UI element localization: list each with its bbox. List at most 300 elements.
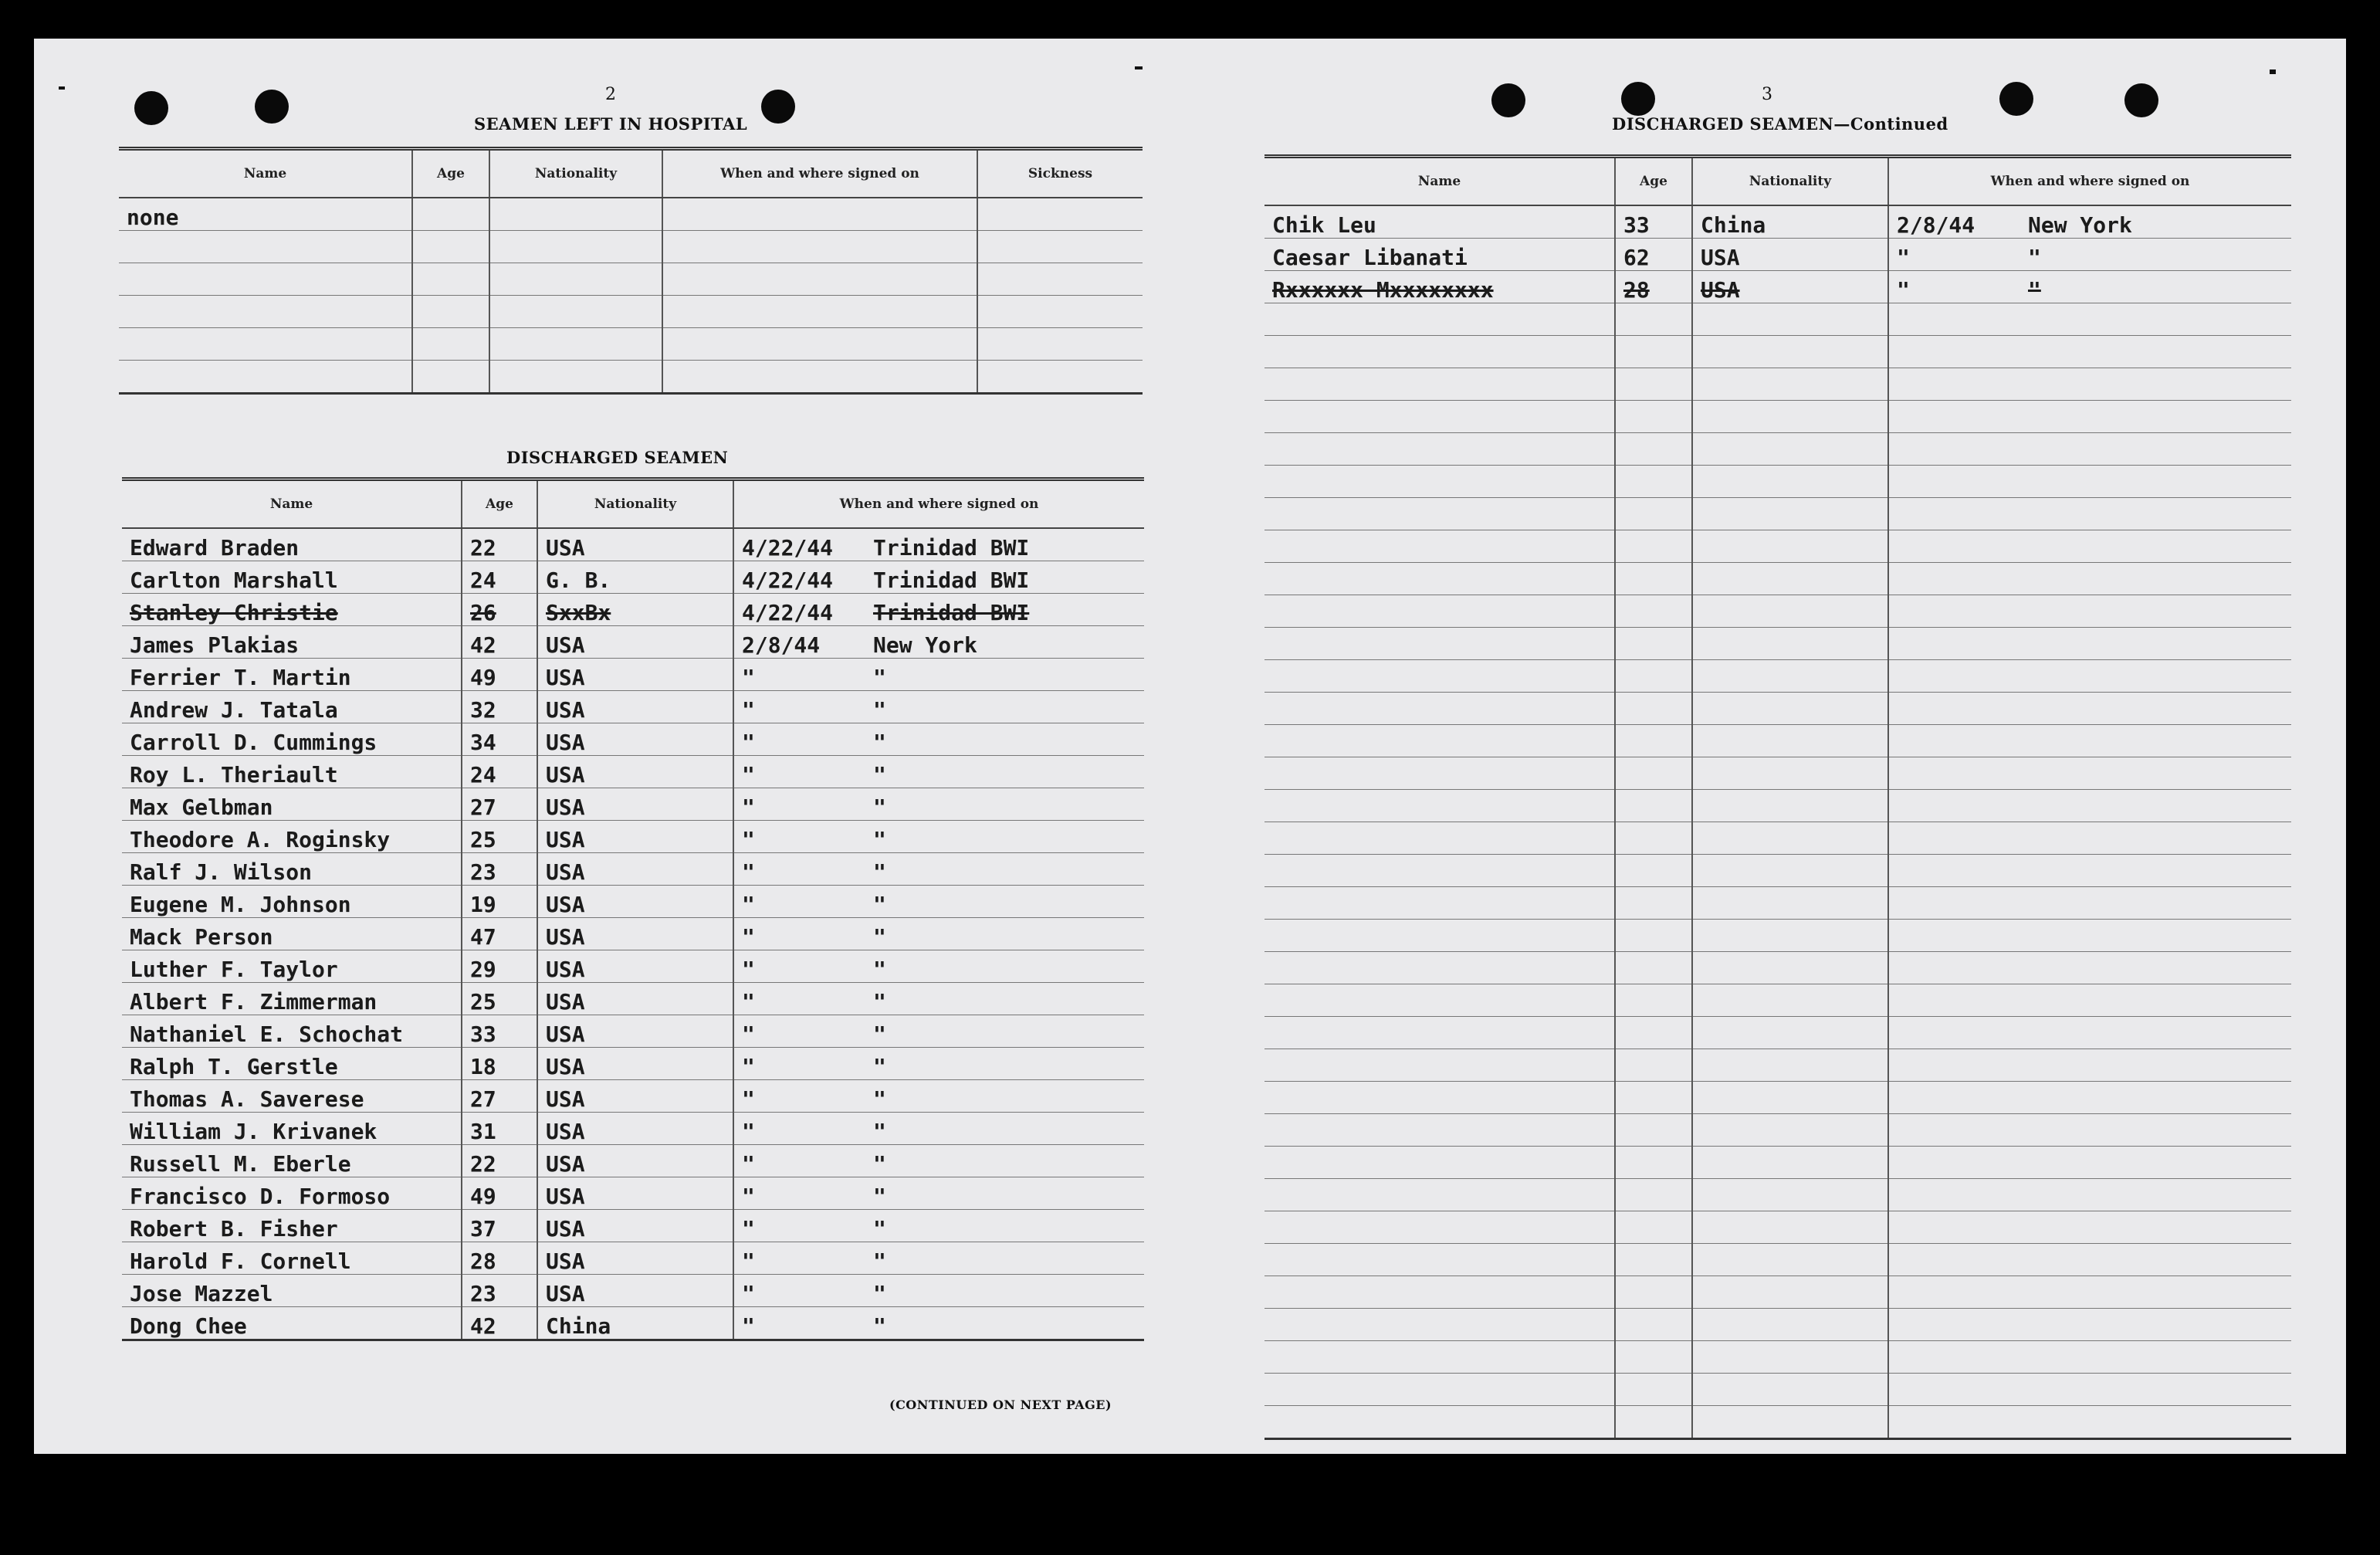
- table-row: [122, 626, 1144, 659]
- continued-section-title: DISCHARGED SEAMEN—Continued: [1612, 114, 1948, 134]
- signed-on-cell: [733, 1113, 1144, 1145]
- empty-cell: [1615, 725, 1692, 757]
- table-row: [122, 1015, 1144, 1048]
- seaman-nationality: USA: [537, 659, 733, 691]
- seaman-nationality: USA: [537, 528, 733, 561]
- empty-cell: [662, 328, 977, 361]
- table-row: [1264, 660, 2291, 693]
- seaman-name: Russell M. Eberle: [122, 1145, 462, 1177]
- table-row: [1264, 498, 2291, 530]
- signed-on-date: ": [1897, 277, 1910, 303]
- empty-cell: [1264, 1309, 1615, 1341]
- empty-cell: [1615, 790, 1692, 822]
- table-row: [1264, 595, 2291, 628]
- signed-on-cell: [733, 691, 1144, 723]
- right-page: [1155, 39, 2346, 1454]
- table-row: [1264, 239, 2291, 271]
- table-row: [119, 361, 1143, 394]
- table-row: [1264, 628, 2291, 660]
- table-row: [1264, 757, 2291, 790]
- table-row: [1264, 1211, 2291, 1244]
- table-row: [1264, 530, 2291, 563]
- seaman-name: Jose Mazzel: [122, 1275, 462, 1307]
- column-header-age: Age: [462, 479, 537, 529]
- signed-on-cell: [1888, 205, 2291, 239]
- signed-on-date: 4/22/44: [742, 600, 834, 625]
- punch-hole: [1999, 82, 2033, 116]
- signed-on-date: ": [742, 730, 755, 755]
- signed-on-cell: [733, 886, 1144, 918]
- column-header-nationality: Nationality: [489, 149, 662, 198]
- continued-table: [1264, 154, 2291, 1440]
- empty-cell: [1692, 822, 1888, 855]
- empty-cell: [1692, 498, 1888, 530]
- table-row: [1264, 1082, 2291, 1114]
- seaman-name: Eugene M. Johnson: [122, 886, 462, 918]
- empty-cell: [1264, 1341, 1615, 1374]
- table-row: [1264, 693, 2291, 725]
- empty-cell: [1888, 822, 2291, 855]
- empty-cell: [412, 263, 489, 296]
- empty-cell: [1615, 1244, 1692, 1276]
- column-header-nationality: Nationality: [537, 479, 733, 529]
- seaman-age: 25: [462, 983, 537, 1015]
- seaman-name: Dong Chee: [122, 1307, 462, 1340]
- empty-cell: [1888, 1082, 2291, 1114]
- signed-on-cell: [733, 528, 1144, 561]
- empty-cell: [1615, 660, 1692, 693]
- table-row: [122, 886, 1144, 918]
- signed-on-cell: [733, 853, 1144, 886]
- table-row: [122, 1177, 1144, 1210]
- empty-cell: [1888, 595, 2291, 628]
- empty-cell: [1615, 1082, 1692, 1114]
- table-row: [119, 198, 1143, 231]
- seaman-age: 42: [462, 1307, 537, 1340]
- seaman-nationality: USA: [537, 983, 733, 1015]
- page-number: 2: [605, 85, 616, 104]
- table-row: [1264, 1276, 2291, 1309]
- seaman-name: Theodore A. Roginsky: [122, 821, 462, 853]
- table-row: [122, 594, 1144, 626]
- seaman-name: Chik Leu: [1264, 205, 1615, 239]
- empty-cell: [1888, 693, 2291, 725]
- seaman-nationality: USA: [537, 1048, 733, 1080]
- column-header-name: Name: [122, 479, 462, 529]
- empty-cell: [1888, 563, 2291, 595]
- signed-on-place: ": [873, 730, 886, 755]
- empty-cell: [977, 263, 1143, 296]
- empty-cell: [1615, 1374, 1692, 1406]
- empty-cell: [1615, 952, 1692, 984]
- column-header-sickness: Sickness: [977, 149, 1143, 198]
- signed-on-place: Trinidad BWI: [873, 567, 1030, 593]
- empty-cell: [1264, 1276, 1615, 1309]
- empty-cell: [1888, 1244, 2291, 1276]
- signed-on-date: 2/8/44: [742, 632, 821, 658]
- empty-cell: [1264, 660, 1615, 693]
- empty-cell: [977, 231, 1143, 263]
- left-page: [34, 39, 1155, 1454]
- signed-on-place: ": [873, 697, 886, 723]
- empty-cell: [1615, 1017, 1692, 1049]
- signed-on-place: ": [2028, 245, 2041, 270]
- signed-on-place: ": [873, 1184, 886, 1209]
- seaman-nationality: USA: [537, 1177, 733, 1210]
- empty-cell: [1692, 757, 1888, 790]
- signed-on-cell: [733, 1177, 1144, 1210]
- empty-cell: [1888, 1147, 2291, 1179]
- seaman-age: 29: [462, 950, 537, 983]
- seaman-name: Ralph T. Gerstle: [122, 1048, 462, 1080]
- seaman-age: 37: [462, 1210, 537, 1242]
- empty-cell: [412, 231, 489, 263]
- empty-cell: [412, 328, 489, 361]
- table-row: [122, 1145, 1144, 1177]
- seaman-nationality: USA: [537, 1080, 733, 1113]
- table-row: [1264, 920, 2291, 952]
- signed-on-place: ": [873, 1216, 886, 1242]
- empty-cell: [119, 263, 412, 296]
- empty-cell: [1264, 1114, 1615, 1147]
- empty-cell: [1692, 693, 1888, 725]
- seaman-name: Francisco D. Formoso: [122, 1177, 462, 1210]
- punch-hole: [1621, 82, 1655, 116]
- empty-cell: [1888, 1341, 2291, 1374]
- seaman-nationality: USA: [537, 1275, 733, 1307]
- punch-hole: [2124, 83, 2158, 117]
- seaman-nationality: China: [1692, 205, 1888, 239]
- empty-cell: [1888, 1049, 2291, 1082]
- signed-on-date: ": [742, 1021, 755, 1047]
- signed-on-cell: [733, 983, 1144, 1015]
- table-row: [1264, 1341, 2291, 1374]
- empty-cell: [1888, 725, 2291, 757]
- hospital-table: [119, 147, 1143, 395]
- seaman-name: William J. Krivanek: [122, 1113, 462, 1145]
- empty-cell: [1615, 1211, 1692, 1244]
- table-row: [122, 756, 1144, 788]
- empty-cell: [1692, 1341, 1888, 1374]
- seaman-age: 23: [462, 853, 537, 886]
- signed-on-place: ": [873, 859, 886, 885]
- empty-cell: [977, 361, 1143, 394]
- seaman-name: Carlton Marshall: [122, 561, 462, 594]
- seaman-nationality: USA: [537, 626, 733, 659]
- signed-on-cell: [733, 1275, 1144, 1307]
- empty-cell: [1888, 336, 2291, 368]
- table-row: [119, 296, 1143, 328]
- empty-cell: [1692, 1114, 1888, 1147]
- empty-cell: [1615, 336, 1692, 368]
- seaman-age: 22: [462, 1145, 537, 1177]
- empty-cell: [119, 361, 412, 394]
- table-row: [1264, 984, 2291, 1017]
- empty-cell: [977, 328, 1143, 361]
- empty-cell: [1615, 1147, 1692, 1179]
- empty-cell: [1615, 1406, 1692, 1439]
- seaman-name: Luther F. Taylor: [122, 950, 462, 983]
- signed-on-cell: [733, 1080, 1144, 1113]
- seaman-nationality: USA: [537, 853, 733, 886]
- signed-on-date: ": [742, 697, 755, 723]
- empty-cell: [1264, 952, 1615, 984]
- table-row: [1264, 466, 2291, 498]
- table-row: [1264, 1147, 2291, 1179]
- table-row: [1264, 401, 2291, 433]
- empty-cell: [489, 328, 662, 361]
- empty-cell: [1888, 1374, 2291, 1406]
- signed-on-cell: [733, 1242, 1144, 1275]
- signed-on-date: ": [742, 1151, 755, 1177]
- empty-cell: [662, 231, 977, 263]
- signed-on-date: 4/22/44: [742, 567, 834, 593]
- seaman-nationality: USA: [1692, 271, 1888, 303]
- empty-cell: [1264, 757, 1615, 790]
- empty-cell: [1615, 1276, 1692, 1309]
- signed-on-cell: [733, 821, 1144, 853]
- empty-cell: [1615, 1114, 1692, 1147]
- empty-cell: [1264, 725, 1615, 757]
- signed-on-cell: [733, 788, 1144, 821]
- empty-cell: [1615, 757, 1692, 790]
- seaman-age: 34: [462, 723, 537, 756]
- seaman-name: Caesar Libanati: [1264, 239, 1615, 271]
- seaman-name: Stanley Christie: [122, 594, 462, 626]
- empty-cell: [1692, 1179, 1888, 1211]
- scan-speck: [59, 86, 65, 90]
- empty-cell: [662, 296, 977, 328]
- seaman-nationality: USA: [537, 1145, 733, 1177]
- table-row: [1264, 1244, 2291, 1276]
- signed-on-cell: [733, 1307, 1144, 1340]
- table-row: [1264, 952, 2291, 984]
- table-row: [122, 853, 1144, 886]
- empty-cell: [1692, 1276, 1888, 1309]
- empty-cell: [1615, 563, 1692, 595]
- signed-on-place: New York: [873, 632, 977, 658]
- empty-cell: [1692, 920, 1888, 952]
- seaman-name: Carroll D. Cummings: [122, 723, 462, 756]
- empty-cell: [1692, 790, 1888, 822]
- seaman-nationality: G. B.: [537, 561, 733, 594]
- empty-cell: [1264, 855, 1615, 887]
- seaman-name: Ferrier T. Martin: [122, 659, 462, 691]
- signed-on-cell: [733, 626, 1144, 659]
- empty-cell: [1264, 887, 1615, 920]
- signed-on-date: ": [742, 1216, 755, 1242]
- empty-cell: [1615, 466, 1692, 498]
- signed-on-cell: [733, 1048, 1144, 1080]
- empty-cell: [489, 198, 662, 231]
- signed-on-date: ": [742, 665, 755, 690]
- table-row: [122, 788, 1144, 821]
- empty-cell: [1264, 466, 1615, 498]
- table-row: [1264, 1374, 2291, 1406]
- seaman-age: 19: [462, 886, 537, 918]
- table-row: [1264, 1114, 2291, 1147]
- empty-cell: [1692, 628, 1888, 660]
- empty-cell: [1692, 563, 1888, 595]
- seaman-age: 33: [1615, 205, 1692, 239]
- signed-on-place: ": [873, 665, 886, 690]
- seaman-name: Ralf J. Wilson: [122, 853, 462, 886]
- empty-cell: [1264, 498, 1615, 530]
- seaman-name: Albert F. Zimmerman: [122, 983, 462, 1015]
- empty-cell: [119, 231, 412, 263]
- empty-cell: [1264, 822, 1615, 855]
- empty-cell: [977, 296, 1143, 328]
- seaman-age: 18: [462, 1048, 537, 1080]
- seaman-age: 28: [462, 1242, 537, 1275]
- column-header-name: Name: [1264, 157, 1615, 206]
- table-row: [122, 1242, 1144, 1275]
- table-row: [1264, 205, 2291, 239]
- empty-cell: [1888, 498, 2291, 530]
- signed-on-date: ": [1897, 245, 1910, 270]
- scan-speck: [2270, 69, 2276, 74]
- signed-on-cell: [733, 1015, 1144, 1048]
- seaman-nationality: USA: [537, 1113, 733, 1145]
- table-row: [122, 1080, 1144, 1113]
- empty-cell: [1888, 757, 2291, 790]
- empty-cell: [1264, 984, 1615, 1017]
- empty-cell: [1615, 368, 1692, 401]
- signed-on-cell: [733, 950, 1144, 983]
- empty-cell: [119, 328, 412, 361]
- signed-on-cell: [1888, 239, 2291, 271]
- seaman-age: 49: [462, 1177, 537, 1210]
- page-number: 3: [1762, 85, 1772, 104]
- empty-cell: [1264, 303, 1615, 336]
- empty-cell: [1888, 952, 2291, 984]
- seaman-nationality: USA: [537, 756, 733, 788]
- signed-on-place: ": [873, 989, 886, 1015]
- signed-on-cell: [733, 756, 1144, 788]
- empty-cell: [1692, 1017, 1888, 1049]
- empty-cell: [1888, 920, 2291, 952]
- signed-on-place: ": [873, 1248, 886, 1274]
- empty-cell: [1888, 401, 2291, 433]
- empty-cell: [1692, 401, 1888, 433]
- empty-cell: [489, 361, 662, 394]
- seaman-age: 26: [462, 594, 537, 626]
- hospital-section-title: SEAMEN LEFT IN HOSPITAL: [474, 114, 748, 134]
- signed-on-cell: [733, 659, 1144, 691]
- empty-cell: [1264, 1049, 1615, 1082]
- signed-on-date: ": [742, 762, 755, 788]
- empty-cell: [1888, 1211, 2291, 1244]
- signed-on-date: 2/8/44: [1897, 212, 1975, 238]
- seaman-nationality: USA: [537, 918, 733, 950]
- column-header-signed-on: When and where signed on: [1888, 157, 2291, 206]
- empty-cell: [1888, 530, 2291, 563]
- empty-cell: [662, 263, 977, 296]
- table-row: [1264, 271, 2291, 303]
- discharged-table-header: [122, 479, 1144, 529]
- empty-cell: [1888, 660, 2291, 693]
- column-header-age: Age: [412, 149, 489, 198]
- empty-cell: [1615, 920, 1692, 952]
- empty-cell: [1264, 1374, 1615, 1406]
- seaman-age: 27: [462, 788, 537, 821]
- signed-on-place: ": [873, 924, 886, 950]
- table-row: [1264, 1049, 2291, 1082]
- empty-cell: [1264, 1017, 1615, 1049]
- empty-cell: [1692, 1147, 1888, 1179]
- empty-cell: [1615, 984, 1692, 1017]
- empty-cell: [412, 361, 489, 394]
- seaman-name: Mack Person: [122, 918, 462, 950]
- seaman-age: 22: [462, 528, 537, 561]
- seaman-age: 47: [462, 918, 537, 950]
- table-row: [1264, 433, 2291, 466]
- signed-on-cell: [733, 594, 1144, 626]
- table-row: [1264, 336, 2291, 368]
- empty-cell: [1264, 1211, 1615, 1244]
- seaman-nationality: USA: [537, 950, 733, 983]
- column-header-signed-on: When and where signed on: [733, 479, 1144, 529]
- empty-cell: [1888, 1406, 2291, 1439]
- empty-cell: [1692, 433, 1888, 466]
- seaman-nationality: USA: [537, 788, 733, 821]
- table-row: [122, 528, 1144, 561]
- table-row: [122, 659, 1144, 691]
- empty-cell: [1692, 952, 1888, 984]
- punch-hole: [255, 90, 289, 124]
- empty-cell: [1692, 725, 1888, 757]
- seaman-name: Thomas A. Saverese: [122, 1080, 462, 1113]
- empty-cell: [1692, 1244, 1888, 1276]
- seaman-age: 25: [462, 821, 537, 853]
- empty-cell: [1692, 1211, 1888, 1244]
- empty-cell: [1888, 984, 2291, 1017]
- signed-on-cell: [733, 918, 1144, 950]
- signed-on-date: ": [742, 794, 755, 820]
- empty-cell: [1692, 855, 1888, 887]
- empty-cell: [412, 198, 489, 231]
- signed-on-cell: [1888, 271, 2291, 303]
- empty-cell: [1264, 1244, 1615, 1276]
- seaman-nationality: SxxBx: [537, 594, 733, 626]
- empty-cell: [1615, 1341, 1692, 1374]
- discharged-table: [122, 477, 1144, 1341]
- seaman-name: Robert B. Fisher: [122, 1210, 462, 1242]
- seaman-nationality: China: [537, 1307, 733, 1340]
- seaman-age: 49: [462, 659, 537, 691]
- empty-cell: [1264, 628, 1615, 660]
- table-row: [122, 1113, 1144, 1145]
- table-row: [1264, 1309, 2291, 1341]
- table-row: [122, 1307, 1144, 1340]
- punch-hole: [761, 90, 795, 124]
- empty-cell: [1615, 498, 1692, 530]
- seaman-age: 32: [462, 691, 537, 723]
- empty-cell: [1615, 595, 1692, 628]
- scan-speck: [1135, 66, 1143, 69]
- table-row: [122, 1275, 1144, 1307]
- signed-on-date: ": [742, 1313, 755, 1339]
- empty-cell: [1888, 368, 2291, 401]
- empty-cell: [1692, 595, 1888, 628]
- column-header-signed-on: When and where signed on: [662, 149, 977, 198]
- continued-table-header: [1264, 157, 2291, 206]
- signed-on-date: ": [742, 892, 755, 917]
- empty-cell: [1615, 887, 1692, 920]
- signed-on-place: ": [873, 892, 886, 917]
- signed-on-place: ": [873, 1054, 886, 1079]
- seaman-nationality: USA: [537, 821, 733, 853]
